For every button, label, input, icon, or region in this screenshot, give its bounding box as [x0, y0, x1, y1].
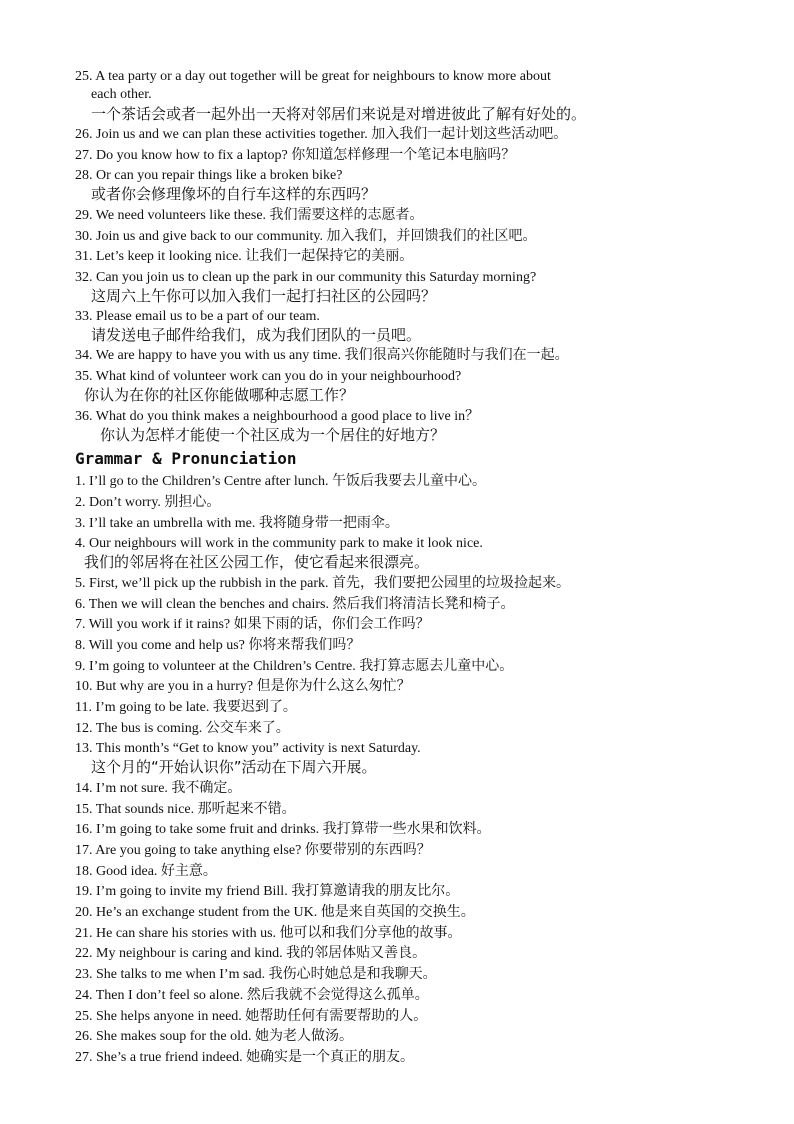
sentence-line: 27. Do you know how to fix a laptop? 你知道怎样修理一个笔记本电脑吗？ [75, 148, 516, 163]
sentence-line: 28. Or can you repair things like a broken bike? [75, 168, 343, 183]
translation-line: 这个月的“开始认识你”活动在下周六开展。 [91, 758, 377, 776]
sentence-line: 16. I’m going to take some fruit and drinks. 我打算带一些水果和饮料。 [75, 822, 491, 837]
translation-line: 请发送电子邮件给我们，成为我们团队的一员吧。 [91, 326, 422, 344]
sentence-line: 9. I’m going to volunteer at the Children’s Centre. 我打算志愿去儿童中心。 [75, 659, 514, 674]
sentence-line: 22. My neighbour is caring and kind. 我的邻居体贴又善良。 [75, 946, 427, 961]
sentence-line: 6. Then we will clean the benches and chairs. 然后我们将清洁长凳和椅子。 [75, 597, 515, 612]
sentence-line: 15. That sounds nice. 那听起来不错。 [75, 802, 296, 817]
sentence-line: each other. [91, 87, 152, 102]
sentence-line: 11. I’m going to be late. 我要迟到了。 [75, 700, 297, 715]
sentence-line: 31. Let’s keep it looking nice. 让我们一起保持它的美丽。 [75, 249, 414, 264]
sentence-line: 5. First, we’ll pick up the rubbish in the park. 首先，我们要把公园里的垃圾捡起来。 [75, 576, 571, 591]
sentence-line: 27. She’s a true friend indeed. 她确实是一个真正的朋友。 [75, 1050, 415, 1065]
translation-line: 我们的邻居将在社区公园工作，使它看起来很漂亮。 [84, 553, 430, 571]
sentence-line: 25. She helps anyone in need. 她帮助任何有需要帮助的人。 [75, 1009, 428, 1024]
sentence-line: 17. Are you going to take anything else? 你要带别的东西吗？ [75, 843, 431, 858]
sentence-line: 36. What do you think makes a neighbourhood a good place to live in？ [75, 409, 480, 424]
sentence-line: 25. A tea party or a day out together will be great for neighbours to know more about [75, 69, 551, 84]
sentence-line: 34. We are happy to have you with us any time. 我们很高兴你能随时与我们在一起。 [75, 348, 569, 363]
sentence-line: 19. I’m going to invite my friend Bill. 我打算邀请我的朋友比尔。 [75, 884, 460, 899]
translation-line: 一个茶话会或者一起外出一天将对邻居们来说是对增进彼此了解有好处的。 [91, 105, 587, 123]
translation-line: 或者你会修理像坏的自行车这样的东西吗？ [91, 185, 377, 203]
sentence-line: 23. She talks to me when I’m sad. 我伤心时她总是和我聊天。 [75, 967, 437, 982]
sentence-line: 3. I’ll take an umbrella with me. 我将随身带一把雨伞。 [75, 516, 399, 531]
sentence-line: 20. He’s an exchange student from the UK. 他是来自英国的交换生。 [75, 905, 475, 920]
sentence-line: 32. Can you join us to clean up the park in our community this Saturday morning? [75, 270, 537, 285]
section-heading: Grammar & Pronunciation [75, 449, 297, 468]
sentence-line: 33. Please email us to be a part of our team. [75, 309, 320, 324]
translation-line: 你认为在你的社区你能做哪种志愿工作？ [84, 386, 355, 404]
sentence-line: 21. He can share his stories with us. 他可以和我们分享他的故事。 [75, 926, 462, 941]
sentence-line: 26. She makes soup for the old. 她为老人做汤。 [75, 1029, 354, 1044]
translation-line: 你认为怎样才能使一个社区成为一个居住的好地方？ [100, 426, 446, 444]
sentence-line: 10. But why are you in a hurry? 但是你为什么这么匆忙？ [75, 679, 411, 694]
sentence-line: 26. Join us and we can plan these activities together. 加入我们一起计划这些活动吧。 [75, 127, 568, 142]
sentence-line: 18. Good idea. 好主意。 [75, 864, 217, 879]
sentence-line: 8. Will you come and help us? 你将来帮我们吗？ [75, 638, 361, 653]
sentence-line: 13. This month’s “Get to know you” activity is next Saturday. [75, 741, 421, 756]
sentence-line: 2. Don’t worry. 别担心。 [75, 495, 221, 510]
sentence-line: 14. I’m not sure. 我不确定。 [75, 781, 242, 796]
sentence-line: 29. We need volunteers like these. 我们需要这样的志愿者。 [75, 208, 424, 223]
sentence-line: 30. Join us and give back to our community. 加入我们，并回馈我们的社区吧。 [75, 229, 537, 244]
sentence-line: 12. The bus is coming. 公交车来了。 [75, 721, 290, 736]
sentence-line: 1. I’ll go to the Children’s Centre after lunch. 午饭后我要去儿童中心。 [75, 474, 486, 489]
translation-line: 这周六上午你可以加入我们一起打扫社区的公园吗？ [91, 287, 437, 305]
sentence-line: 35. What kind of volunteer work can you do in your neighbourhood? [75, 369, 462, 384]
sentence-line: 24. Then I don’t feel so alone. 然后我就不会觉得这么孤单。 [75, 988, 429, 1003]
sentence-line: 4. Our neighbours will work in the community park to make it look nice. [75, 536, 483, 551]
sentence-line: 7. Will you work if it rains? 如果下雨的话，你们会工作吗？ [75, 617, 430, 632]
